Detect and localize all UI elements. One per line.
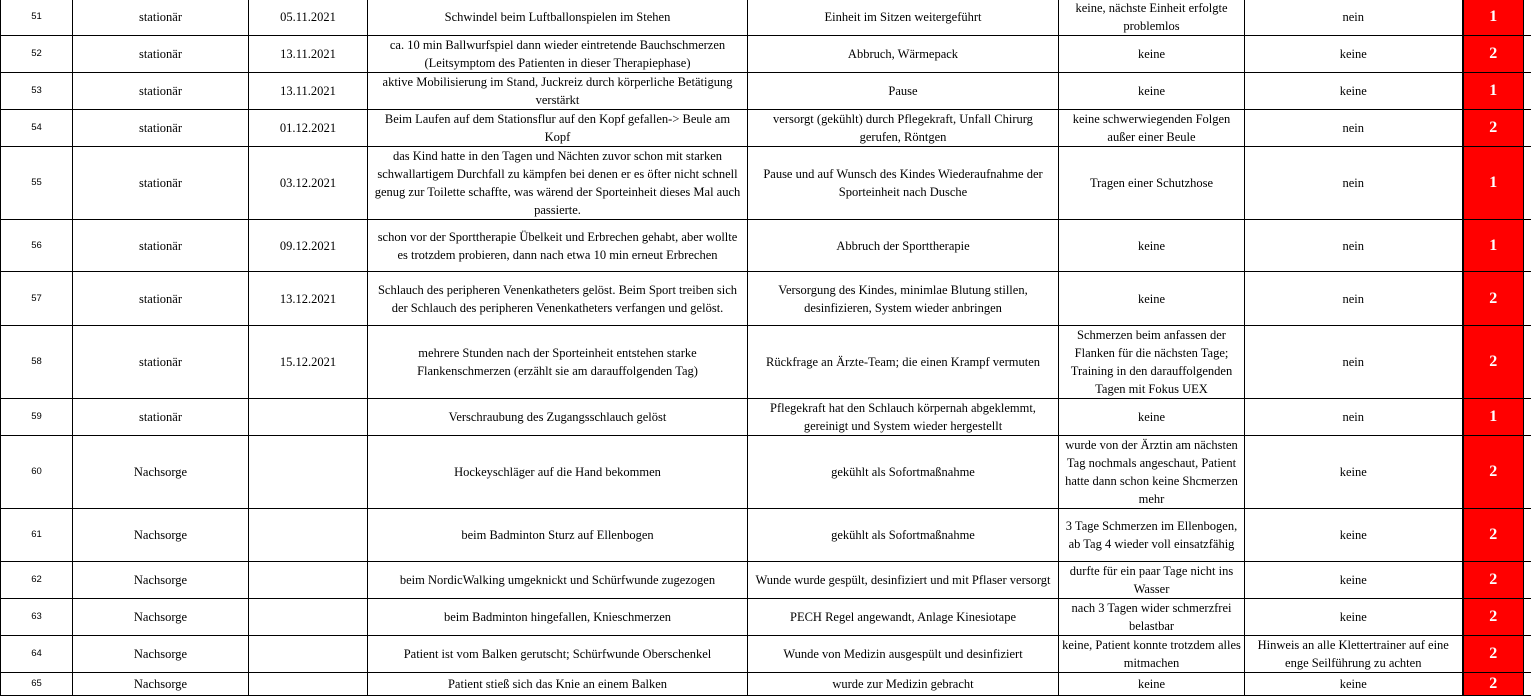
consequence-cell[interactable]: keine schwerwiegenden Folgen außer einer Beule	[1059, 110, 1245, 147]
event-description-cell[interactable]: Patient stieß sich das Knie an einem Balken	[368, 673, 748, 696]
action-taken-cell[interactable]: wurde zur Medizin gebracht	[748, 673, 1059, 696]
measure-cell[interactable]: nein	[1245, 399, 1463, 436]
setting-cell[interactable]: Nachsorge	[73, 562, 249, 599]
risk-level-cell[interactable]: 2	[1463, 36, 1524, 73]
date-cell[interactable]	[249, 562, 368, 599]
setting-cell[interactable]: stationär	[73, 399, 249, 436]
table-row	[1, 436, 1531, 509]
consequence-cell[interactable]: keine	[1059, 36, 1245, 73]
row-number-cell[interactable]: 59	[1, 399, 73, 436]
table-row	[1, 73, 1531, 110]
row-number-cell[interactable]: 52	[1, 36, 73, 73]
consequence-cell[interactable]: keine	[1059, 673, 1245, 696]
event-description-cell[interactable]: ca. 10 min Ballwurfspiel dann wieder eintretende Bauchschmerzen (Leitsymptom des Patienten in dieser Therapiephase)	[368, 36, 748, 73]
risk-level-cell[interactable]: 2	[1463, 562, 1524, 599]
row-number-cell[interactable]: 62	[1, 562, 73, 599]
action-taken-cell[interactable]: Pflegekraft hat den Schlauch körpernah abgeklemmt, gereinigt und System wieder hergestellt	[748, 399, 1059, 436]
consequence-cell[interactable]: keine	[1059, 220, 1245, 272]
row-number-cell[interactable]: 54	[1, 110, 73, 147]
table-row	[1, 509, 1531, 562]
empty-cell[interactable]	[1524, 272, 1531, 326]
table-row	[1, 220, 1531, 272]
event-description-cell[interactable]: Verschraubung des Zugangsschlauch gelöst	[368, 399, 748, 436]
table-row	[1, 110, 1531, 147]
risk-level-cell[interactable]: 1	[1463, 0, 1524, 36]
measure-cell[interactable]: nein	[1245, 220, 1463, 272]
action-taken-cell[interactable]: Versorgung des Kindes, minimlae Blutung stillen, desinfizieren, System wieder anbringen	[748, 272, 1059, 326]
consequence-cell[interactable]: keine	[1059, 399, 1245, 436]
setting-cell[interactable]: Nachsorge	[73, 436, 249, 509]
setting-cell[interactable]: stationär	[73, 0, 249, 36]
risk-level-cell[interactable]: 1	[1463, 147, 1524, 220]
date-cell[interactable]	[249, 636, 368, 673]
empty-cell[interactable]	[1524, 73, 1531, 110]
measure-cell[interactable]: keine	[1245, 599, 1463, 636]
consequence-cell[interactable]: nach 3 Tagen wider schmerzfrei belastbar	[1059, 599, 1245, 636]
event-description-cell[interactable]: Schwindel beim Luftballonspielen im Stehen	[368, 0, 748, 36]
empty-cell[interactable]	[1524, 147, 1531, 220]
table-row	[1, 673, 1531, 696]
table-row	[1, 147, 1531, 220]
date-cell[interactable]	[249, 436, 368, 509]
row-number-cell[interactable]: 55	[1, 147, 73, 220]
risk-level-cell[interactable]: 2	[1463, 599, 1524, 636]
empty-cell[interactable]	[1524, 509, 1531, 562]
table-row	[1, 326, 1531, 399]
date-cell[interactable]: 15.12.2021	[249, 326, 368, 399]
event-description-cell[interactable]: schon vor der Sporttherapie Übelkeit und Erbrechen gehabt, aber wollte es trotzdem probieren, dann nach etwa 10 min erneut Erbrechen	[368, 220, 748, 272]
setting-cell[interactable]: Nachsorge	[73, 673, 249, 696]
risk-level-cell[interactable]: 2	[1463, 326, 1524, 399]
measure-cell[interactable]: keine	[1245, 36, 1463, 73]
table-row	[1, 599, 1531, 636]
risk-level-cell[interactable]: 1	[1463, 220, 1524, 272]
row-number-cell[interactable]: 51	[1, 0, 73, 36]
measure-cell[interactable]: keine	[1245, 436, 1463, 509]
date-cell[interactable]	[249, 509, 368, 562]
consequence-cell[interactable]: keine	[1059, 73, 1245, 110]
measure-cell[interactable]: nein	[1245, 147, 1463, 220]
empty-cell[interactable]	[1524, 673, 1531, 696]
empty-cell[interactable]	[1524, 110, 1531, 147]
setting-cell[interactable]: Nachsorge	[73, 599, 249, 636]
date-cell[interactable]	[249, 673, 368, 696]
consequence-cell[interactable]: keine	[1059, 272, 1245, 326]
date-cell[interactable]: 13.11.2021	[249, 36, 368, 73]
empty-cell[interactable]	[1524, 436, 1531, 509]
risk-level-cell[interactable]: 2	[1463, 509, 1524, 562]
date-cell[interactable]: 03.12.2021	[249, 147, 368, 220]
event-description-cell[interactable]: beim Badminton Sturz auf Ellenbogen	[368, 509, 748, 562]
table-row	[1, 399, 1531, 436]
empty-cell[interactable]	[1524, 0, 1531, 36]
setting-cell[interactable]: stationär	[73, 110, 249, 147]
action-taken-cell[interactable]: gekühlt als Sofortmaßnahme	[748, 509, 1059, 562]
empty-cell[interactable]	[1524, 562, 1531, 599]
event-description-cell[interactable]: Patient ist vom Balken gerutscht; Schürfwunde Oberschenkel	[368, 636, 748, 673]
event-description-cell[interactable]: aktive Mobilisierung im Stand, Juckreiz durch körperliche Betätigung verstärkt	[368, 73, 748, 110]
row-number-cell[interactable]: 57	[1, 272, 73, 326]
risk-level-cell[interactable]: 1	[1463, 399, 1524, 436]
measure-cell[interactable]: keine	[1245, 562, 1463, 599]
row-number-cell[interactable]: 58	[1, 326, 73, 399]
measure-cell[interactable]: nein	[1245, 326, 1463, 399]
table-row	[1, 0, 1531, 36]
event-description-cell[interactable]: das Kind hatte in den Tagen und Nächten zuvor schon mit starken schwallartigem Durchfall zu kämpfen bei denen er es öfter nicht schnell genug zur Toilette schaffte, was wärend der Sporteinheit dieses Mal auch passierte.	[368, 147, 748, 220]
setting-cell[interactable]: Nachsorge	[73, 636, 249, 673]
action-taken-cell[interactable]: Pause und auf Wunsch des Kindes Wiederaufnahme der Sporteinheit nach Dusche	[748, 147, 1059, 220]
action-taken-cell[interactable]: Wunde von Medizin ausgespült und desinfiziert	[748, 636, 1059, 673]
action-taken-cell[interactable]: Abbruch, Wärmepack	[748, 36, 1059, 73]
row-number-cell[interactable]: 61	[1, 509, 73, 562]
consequence-cell[interactable]: 3 Tage Schmerzen im Ellenbogen, ab Tag 4 wieder voll einsatzfähig	[1059, 509, 1245, 562]
setting-cell[interactable]: stationär	[73, 147, 249, 220]
date-cell[interactable]: 05.11.2021	[249, 0, 368, 36]
event-description-cell[interactable]: beim Badminton hingefallen, Knieschmerzen	[368, 599, 748, 636]
risk-level-cell[interactable]: 2	[1463, 110, 1524, 147]
action-taken-cell[interactable]: versorgt (gekühlt) durch Pflegekraft, Unfall Chirurg gerufen, Röntgen	[748, 110, 1059, 147]
action-taken-cell[interactable]: Einheit im Sitzen weitergeführt	[748, 0, 1059, 36]
date-cell[interactable]	[249, 599, 368, 636]
setting-cell[interactable]: stationär	[73, 73, 249, 110]
table-row	[1, 636, 1531, 673]
consequence-cell[interactable]: Schmerzen beim anfassen der Flanken für die nächsten Tage; Training in den darauffolgenden Tagen mit Fokus UEX	[1059, 326, 1245, 399]
setting-cell[interactable]: stationär	[73, 326, 249, 399]
action-taken-cell[interactable]: Wunde wurde gespült, desinfiziert und mit Pflaser versorgt	[748, 562, 1059, 599]
row-number-cell[interactable]: 53	[1, 73, 73, 110]
measure-cell[interactable]: Hinweis an alle Klettertrainer auf eine enge Seilführung zu achten	[1245, 636, 1463, 673]
risk-level-cell[interactable]: 1	[1463, 73, 1524, 110]
consequence-cell[interactable]: durfte für ein paar Tage nicht ins Wasser	[1059, 562, 1245, 599]
date-cell[interactable]	[249, 399, 368, 436]
measure-cell[interactable]: keine	[1245, 73, 1463, 110]
date-cell[interactable]: 13.12.2021	[249, 272, 368, 326]
measure-cell[interactable]: nein	[1245, 110, 1463, 147]
date-cell[interactable]: 13.11.2021	[249, 73, 368, 110]
consequence-cell[interactable]: keine, Patient konnte trotzdem alles mitmachen	[1059, 636, 1245, 673]
risk-level-cell[interactable]: 2	[1463, 272, 1524, 326]
setting-cell[interactable]: stationär	[73, 220, 249, 272]
event-description-cell[interactable]: mehrere Stunden nach der Sporteinheit entstehen starke Flankenschmerzen (erzählt sie am darauffolgenden Tag)	[368, 326, 748, 399]
setting-cell[interactable]: stationär	[73, 36, 249, 73]
measure-cell[interactable]: keine	[1245, 509, 1463, 562]
measure-cell[interactable]: nein	[1245, 0, 1463, 36]
setting-cell[interactable]: Nachsorge	[73, 509, 249, 562]
table-row	[1, 562, 1531, 599]
action-taken-cell[interactable]: PECH Regel angewandt, Anlage Kinesiotape	[748, 599, 1059, 636]
row-number-cell[interactable]: 60	[1, 436, 73, 509]
action-taken-cell[interactable]: gekühlt als Sofortmaßnahme	[748, 436, 1059, 509]
row-number-cell[interactable]: 64	[1, 636, 73, 673]
consequence-cell[interactable]: Tragen einer Schutzhose	[1059, 147, 1245, 220]
empty-cell[interactable]	[1524, 599, 1531, 636]
event-description-cell[interactable]: beim NordicWalking umgeknickt und Schürfwunde zugezogen	[368, 562, 748, 599]
empty-cell[interactable]	[1524, 220, 1531, 272]
event-description-cell[interactable]: Beim Laufen auf dem Stationsflur auf den Kopf gefallen-> Beule am Kopf	[368, 110, 748, 147]
consequence-cell[interactable]: keine, nächste Einheit erfolgte problemlos	[1059, 0, 1245, 36]
event-description-cell[interactable]: Schlauch des peripheren Venenkatheters gelöst. Beim Sport treiben sich der Schlauch des peripheren Venenkatheters verfangen und gelöst.	[368, 272, 748, 326]
setting-cell[interactable]: stationär	[73, 272, 249, 326]
date-cell[interactable]: 01.12.2021	[249, 110, 368, 147]
table-row	[1, 36, 1531, 73]
risk-level-cell[interactable]: 2	[1463, 436, 1524, 509]
empty-cell[interactable]	[1524, 399, 1531, 436]
consequence-cell[interactable]: wurde von der Ärztin am nächsten Tag nochmals angeschaut, Patient hatte dann schon keine Shcmerzen mehr	[1059, 436, 1245, 509]
empty-cell[interactable]	[1524, 36, 1531, 73]
row-number-cell[interactable]: 65	[1, 673, 73, 696]
empty-cell[interactable]	[1524, 326, 1531, 399]
risk-level-cell[interactable]: 2	[1463, 636, 1524, 673]
event-description-cell[interactable]: Hockeyschläger auf die Hand bekommen	[368, 436, 748, 509]
row-number-cell[interactable]: 63	[1, 599, 73, 636]
measure-cell[interactable]: nein	[1245, 272, 1463, 326]
row-number-cell[interactable]: 56	[1, 220, 73, 272]
table-row	[1, 272, 1531, 326]
action-taken-cell[interactable]: Pause	[748, 73, 1059, 110]
action-taken-cell[interactable]: Rückfrage an Ärzte-Team; die einen Krampf vermuten	[748, 326, 1059, 399]
action-taken-cell[interactable]: Abbruch der Sporttherapie	[748, 220, 1059, 272]
date-cell[interactable]: 09.12.2021	[249, 220, 368, 272]
measure-cell[interactable]: keine	[1245, 673, 1463, 696]
risk-level-cell[interactable]: 2	[1463, 673, 1524, 696]
empty-cell[interactable]	[1524, 636, 1531, 673]
